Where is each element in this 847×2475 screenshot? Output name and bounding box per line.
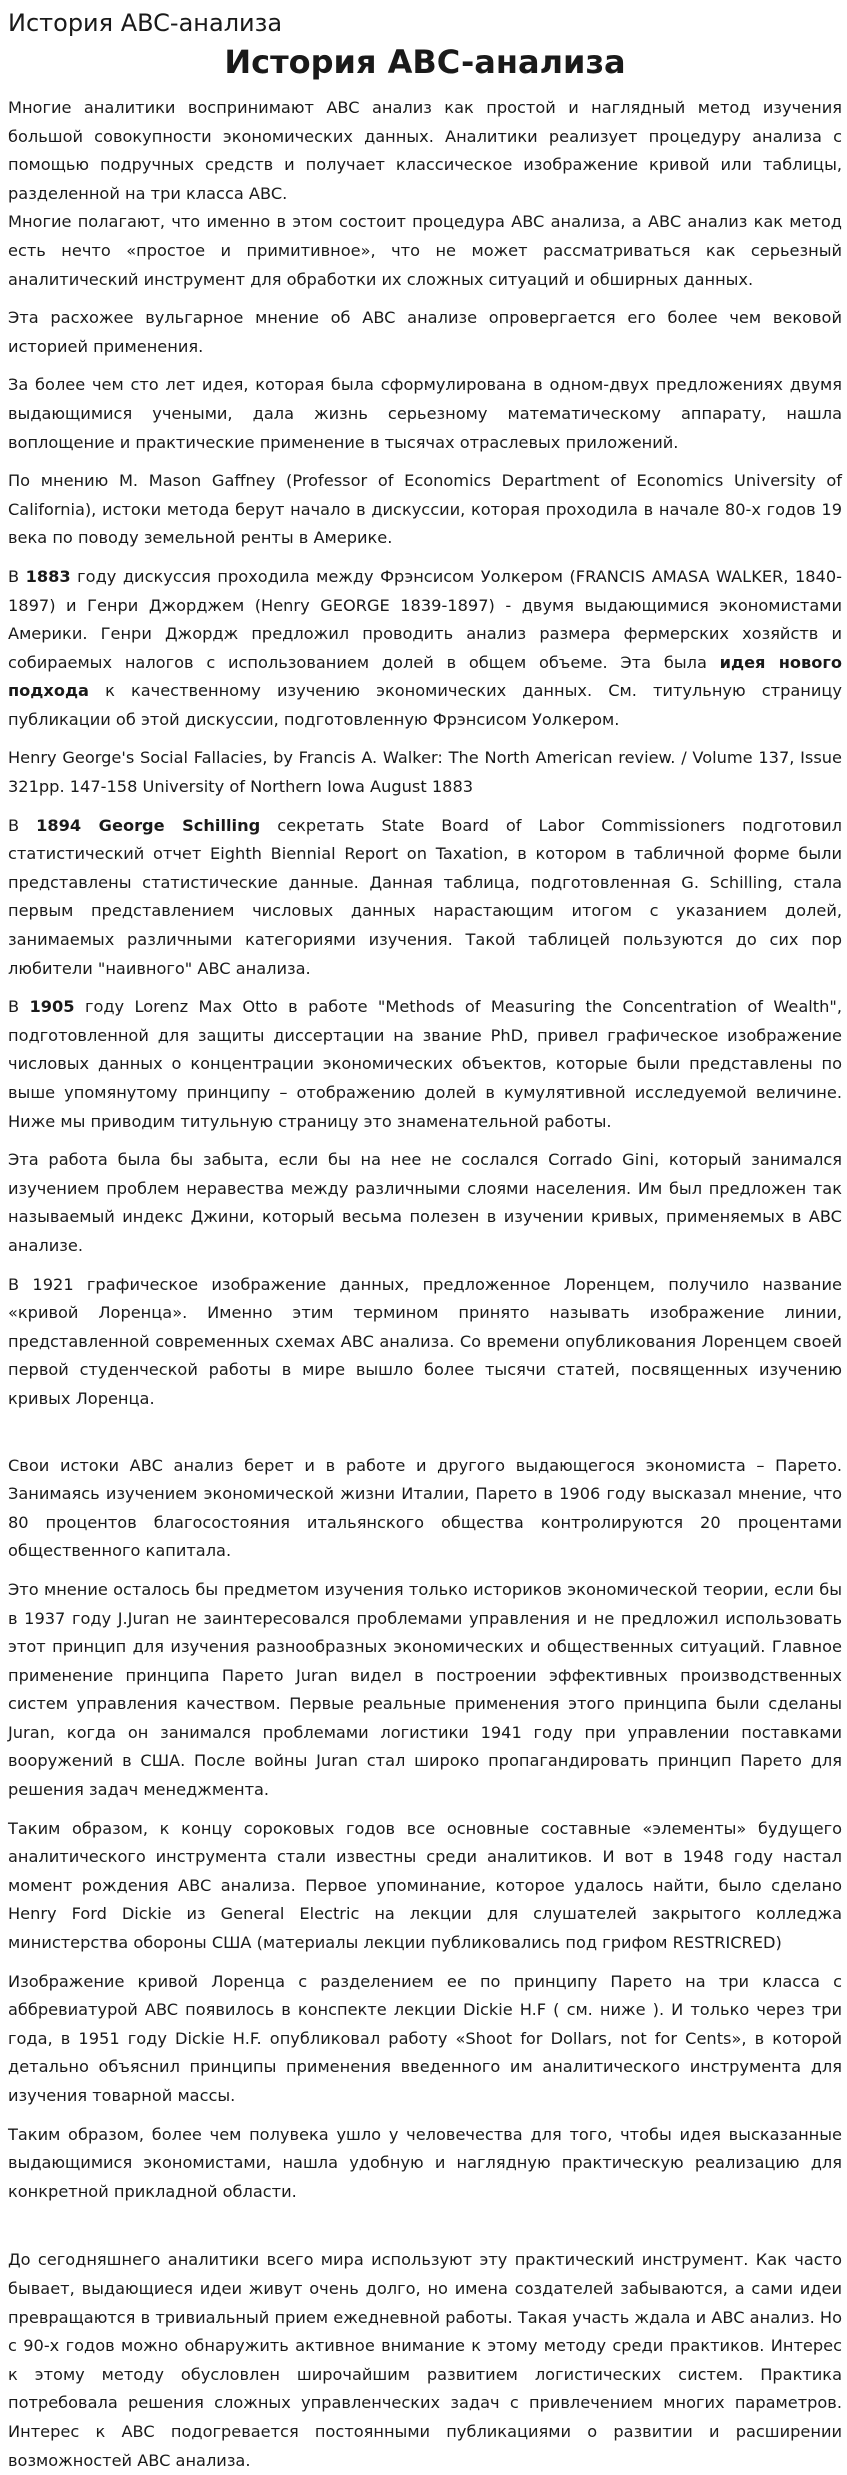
paragraph-1883 (8, 563, 842, 735)
paragraph-century: За более чем сто лет идея, которая была сформулирована в одном-двух предложениях двумя выдающимися учеными, дала жизнь серьезному математическому аппарату, нашла воплощение и практические применение в тысячах отраслевых приложений. (8, 375, 842, 452)
text-segment: году дискуссия проходила между Фрэнсисом Уолкером (FRANCIS AMASA WALKER, 1840-1897) и Генри Джорджем (Henry GEORGE 1839-1897) - двумя выдающимися экономистами Америки. Генри Джордж предложил проводить анализ размера фермерских хозяйств и собираемых налогов с использованием долей в общем объеме. Эта была (8, 566, 842, 672)
text-segment: к качественному изучению экономических данных. См. титульную страницу публикации об этой дискуссии, подготовленную Фрэнсисом Уолкером. (8, 681, 842, 729)
paragraph-1894 (8, 812, 842, 984)
paragraph-pareto: Свои истоки ABC анализ берет и в работе и другого выдающегося экономиста – Парето. Занимаясь изучением экономической жизни Италии, Парето в 1906 году высказал мнение, что 80 процентов благосостояния итальянского общества контролируются 20 процентами общественного капитала. (8, 1455, 842, 1561)
paragraph-intro: Многие аналитики воспринимают ABC анализ как простой и наглядный метод изучения большой совокупности экономических данных. Аналитики реализует процедуру анализа с помощью подручных средств и получает классическое изображение кривой или таблицы, разделенной на три класса ABC. (8, 98, 842, 203)
text-segment: В (8, 815, 37, 835)
paragraph-dickie-1948: Таким образом, к концу сороковых годов все основные составные «элементы» будущего аналитического инструмента стали известны среди аналитиков. И вот в 1948 году настал момент рождения ABC анализа. Первое упоминание, которое удалось найти, было сделано Henry Ford Dickie из General Electric на лекции для слушателей закрытого колледжа министерства обороны США (материалы лекции публиковались под грифом RESTRICRED) (8, 1818, 842, 1953)
text-segment: В (8, 566, 26, 586)
year-1905: 1905 (29, 997, 75, 1017)
spacer (8, 1424, 842, 1452)
paragraph-gini: Эта работа была бы забыта, если бы на нее не сослался Corrado Gini, который занимался изучением проблем неравества между различными слоями населения. Им был предложен так называемый индекс Джини, который весьма полезен в изучении кривых, применяемых в ABC анализе. (8, 1150, 842, 1255)
paragraph-dickie-1951: Изображение кривой Лоренца с разделением ее по принципу Парето на три класса с аббревиатурой ABC появилось в конспекте лекции Dickie H.F ( см. ниже ). И только через три года, в 1951 году Dickie H.F. опубликовал работу «Shoot for Dollars, not for Cents», в которой детально объяснил принципы применения введенного им аналитического инструмента для изучения товарной массы. (8, 1971, 842, 2105)
spacer (8, 2216, 842, 2246)
article-title: История ABC-анализа (224, 43, 626, 81)
year-1883: 1883 (25, 566, 71, 586)
text-segment: В (8, 997, 30, 1017)
paragraph-walker-citation: Henry George's Social Fallacies, by Francis A. Walker: The North American review. / Volume 137, Issue 321pp. 147-158 University of Northern Iowa August 1883 (8, 748, 842, 797)
text-segment: секретать State Board of Labor Commissioners подготовил статистический отчет Eighth Biennial Report on Taxation, в котором в табличной форме были представлены статистические данные. Данная таблица, подготовленная G. Schilling, стала первым представлением числовых данных нарастающим итогом с указанием долей, занимаемых различными категориями изучения. Такой таблицей пользуются до сих пор любители "наивного" ABC анализа. (8, 815, 842, 978)
paragraph-gaffney: По мнению M. Mason Gaffney (Professor of Economics Department of Economics University of California), истоки метода берут начало в дискуссии, которая проходила в начале 80-х годов 19 века по поводу земельной ренты в Америке. (8, 471, 842, 548)
paragraph-today: До сегодняшнего аналитики всего мира используют эту практический инструмент. Как часто бывает, выдающиеся идеи живут очень долго, но имена создателей забываются, а сами идеи превращаются в тривиальный прием ежедневной работы. Такая участь ждала и ABC анализ. Но с 90-х годов можно обнаружить активное внимание к этому методу среди практиков. Интерес к этому методу обусловлен широчайшим развитием логистических систем. Практика потребовала решения сложных управленческих задач с привлечением многих параметров. Интерес к ABC подогревается постоянными публикациями о развитии и расширении возможностей ABC анализа. (8, 2250, 842, 2470)
paragraph-1905 (8, 993, 842, 1136)
text-segment: году Lorenz Max Otto в работе "Methods of Measuring the Concentration of Wealth", подготовленной для защиты диссертации на звание PhD, привел графическое изображение числовых данных о концентрации экономических объектов, которые были представлены по выше упомянутому принципу – отображению долей в кумулятивной исследуемой величине. Ниже мы приводим титульную страницу это знаменательной работы. (8, 997, 842, 1131)
paragraph-refutation: Эта расхожее вульгарное мнение об ABC анализе опровергается его более чем вековой историей применения. (8, 308, 842, 356)
paragraph-juran: Это мнение осталось бы предметом изучения только историков экономической теории, если бы в 1937 году J.Juran не заинтересовался проблемами управления и не предложил использовать этот принцип для изучения разнообразных экономических и общественных ситуаций. Главное применение принципа Парето Juran видел в построении эффективных производственных систем управления качеством. Первые реальные применения этого принципа были сделаны Juran, когда он занимался проблемами логистики 1941 году при управлении поставками вооружений в США. После войны Juran стал широко пропагандировать принцип Парето для решения задач менеджмента. (8, 1579, 842, 1800)
page-header: История ABC-анализа (8, 9, 283, 37)
paragraph-half-century: Таким образом, более чем полувека ушло у человечества для того, чтобы идея высказанные выдающимися экономистами, нашла удобную и наглядную практическую реализацию для конкретной прикладной области. (8, 2124, 842, 2201)
paragraph-lorenz-curve: В 1921 графическое изображение данных, предложенное Лоренцем, получило название «кривой Лоренца». Именно этим термином принято называть изображение линии, представленной современных схемах ABC анализа. Со времени опубликования Лоренцем своей первой студенческой работы в мире вышло более тысячи статей, посвященных изучению кривых Лоренца. (8, 1274, 842, 1408)
paragraph-common-view: Многие полагают, что именно в этом состоит процедура ABC анализа, а ABC анализ как метод есть нечто «простое и примитивное», что не может рассматриваться как серьезный аналитический инструмент для обработки их сложных ситуаций и обширных данных. (8, 212, 842, 289)
new-approach-emphasis: идея нового подхода (8, 652, 842, 701)
schilling-emphasis: 1894 George Schilling (36, 815, 261, 835)
